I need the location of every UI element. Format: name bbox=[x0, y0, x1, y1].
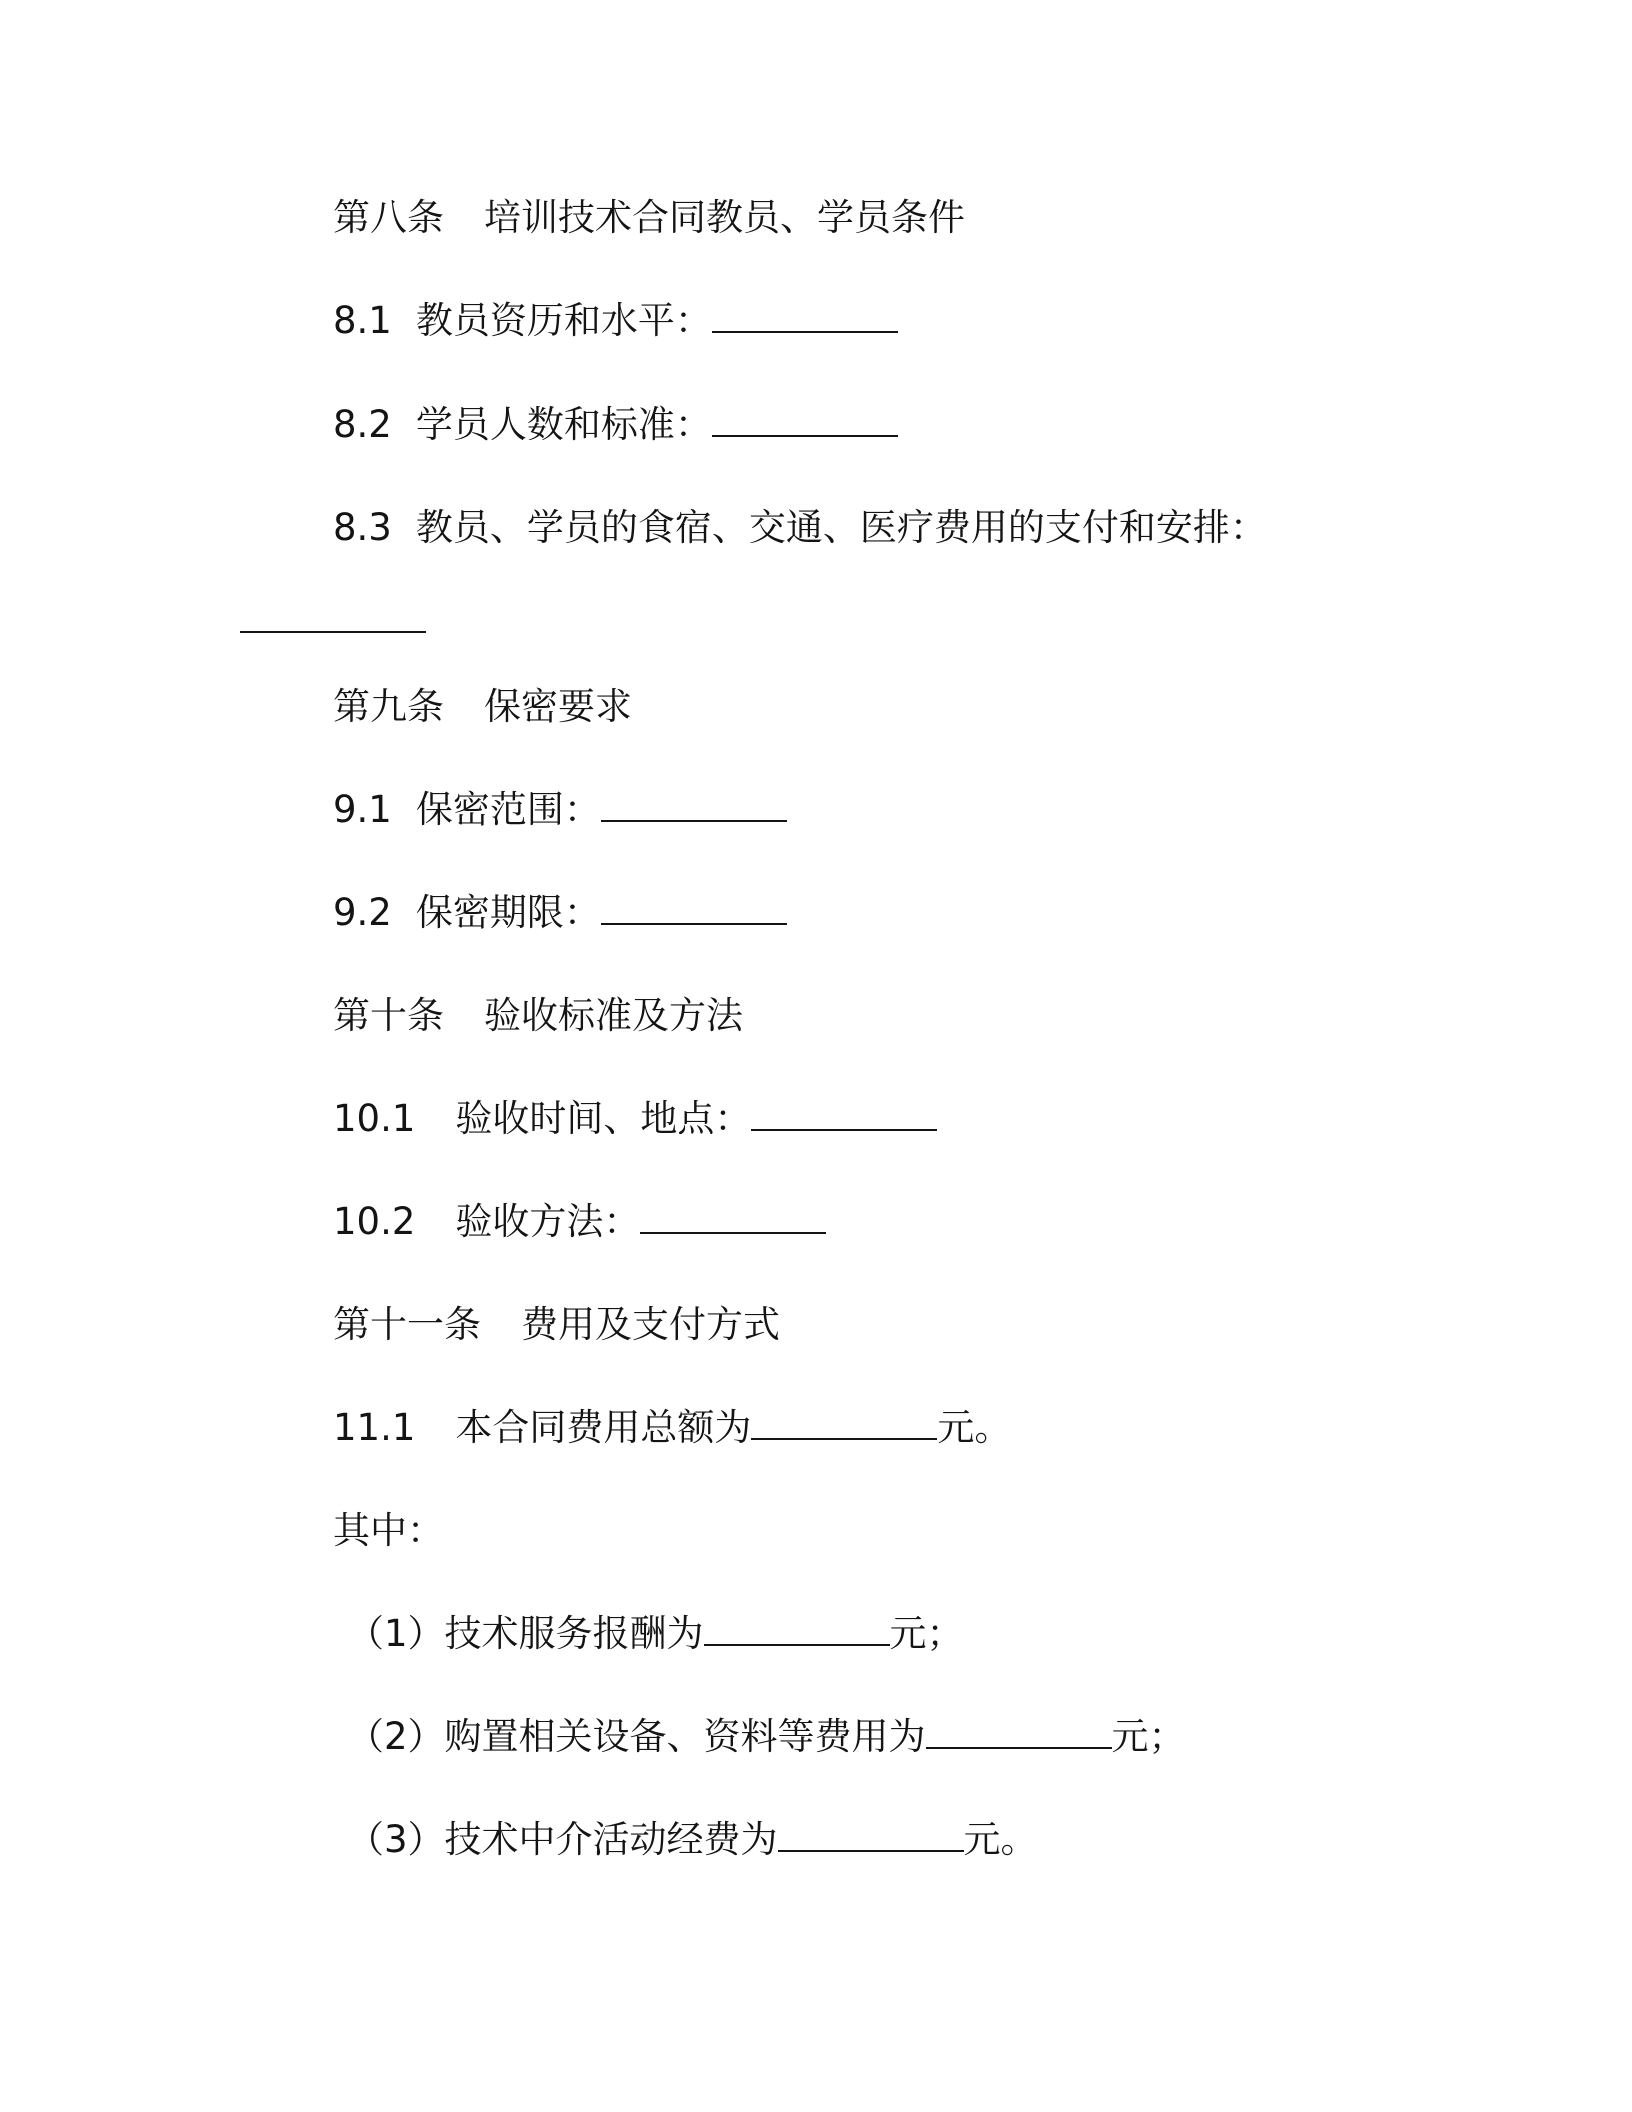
clause-number: 10.1 bbox=[333, 1097, 416, 1140]
article-number: 第八条 bbox=[333, 196, 444, 239]
fill-in-blank bbox=[601, 893, 787, 925]
among-label bbox=[333, 1506, 444, 1556]
clause-8-3-continuation bbox=[240, 596, 426, 646]
article-11-title bbox=[333, 1300, 780, 1350]
clause-9-2 bbox=[333, 888, 787, 938]
clause-number: 8.2 bbox=[333, 403, 392, 446]
clause-text: 本合同费用总额为 bbox=[455, 1406, 752, 1449]
fill-in-blank bbox=[751, 1408, 937, 1440]
item-suffix: 元。 bbox=[963, 1818, 1038, 1861]
article-heading: 培训技术合同教员、学员条件 bbox=[484, 196, 965, 239]
fill-in-blank bbox=[601, 790, 787, 822]
clause-9-1 bbox=[333, 785, 787, 835]
clause-number: 8.3 bbox=[333, 506, 392, 549]
clause-8-2 bbox=[333, 400, 898, 450]
article-heading: 费用及支付方式 bbox=[521, 1303, 780, 1346]
article-8-title bbox=[333, 193, 965, 243]
clause-number: 9.1 bbox=[333, 788, 392, 831]
fill-in-blank bbox=[778, 1820, 964, 1852]
fill-in-blank bbox=[712, 301, 898, 333]
clause-number: 10.2 bbox=[333, 1200, 416, 1243]
item-text: 技术服务报酬为 bbox=[444, 1612, 704, 1655]
fee-item-3 bbox=[347, 1815, 1038, 1865]
clause-text: 教员资历和水平： bbox=[415, 299, 712, 342]
fee-item-2 bbox=[347, 1712, 1186, 1762]
clause-text: 验收方法： bbox=[455, 1200, 641, 1243]
article-10-title bbox=[333, 991, 743, 1041]
item-number: （1） bbox=[347, 1612, 445, 1655]
fee-item-1 bbox=[347, 1609, 964, 1659]
clause-11-1 bbox=[333, 1403, 1011, 1453]
item-suffix: 元； bbox=[1111, 1715, 1186, 1758]
clause-text: 教员、学员的食宿、交通、医疗费用的支付和安排： bbox=[415, 506, 1267, 549]
fill-in-blank bbox=[926, 1717, 1112, 1749]
article-number: 第九条 bbox=[333, 685, 444, 728]
clause-number: 11.1 bbox=[333, 1406, 416, 1449]
item-suffix: 元； bbox=[889, 1612, 964, 1655]
among-text: 其中： bbox=[333, 1509, 444, 1552]
article-9-title bbox=[333, 682, 632, 732]
fill-in-blank bbox=[712, 405, 898, 437]
article-heading: 验收标准及方法 bbox=[484, 994, 743, 1037]
item-number: （2） bbox=[347, 1715, 445, 1758]
clause-suffix: 元。 bbox=[937, 1406, 1012, 1449]
clause-text: 学员人数和标准： bbox=[415, 403, 712, 446]
item-text: 购置相关设备、资料等费用为 bbox=[444, 1715, 926, 1758]
article-heading: 保密要求 bbox=[484, 685, 632, 728]
clause-number: 8.1 bbox=[333, 299, 392, 342]
clause-8-3 bbox=[333, 503, 1267, 553]
fill-in-blank bbox=[640, 1202, 826, 1234]
clause-text: 保密期限： bbox=[415, 891, 601, 934]
fill-in-blank bbox=[704, 1614, 890, 1646]
article-number: 第十一条 bbox=[333, 1303, 481, 1346]
item-number: （3） bbox=[347, 1818, 445, 1861]
clause-8-1 bbox=[333, 296, 898, 346]
clause-10-2 bbox=[333, 1197, 826, 1247]
fill-in-blank bbox=[751, 1099, 937, 1131]
clause-10-1 bbox=[333, 1094, 937, 1144]
clause-text: 验收时间、地点： bbox=[455, 1097, 752, 1140]
item-text: 技术中介活动经费为 bbox=[444, 1818, 778, 1861]
clause-text: 保密范围： bbox=[415, 788, 601, 831]
clause-number: 9.2 bbox=[333, 891, 392, 934]
fill-in-blank bbox=[240, 601, 426, 633]
article-number: 第十条 bbox=[333, 994, 444, 1037]
